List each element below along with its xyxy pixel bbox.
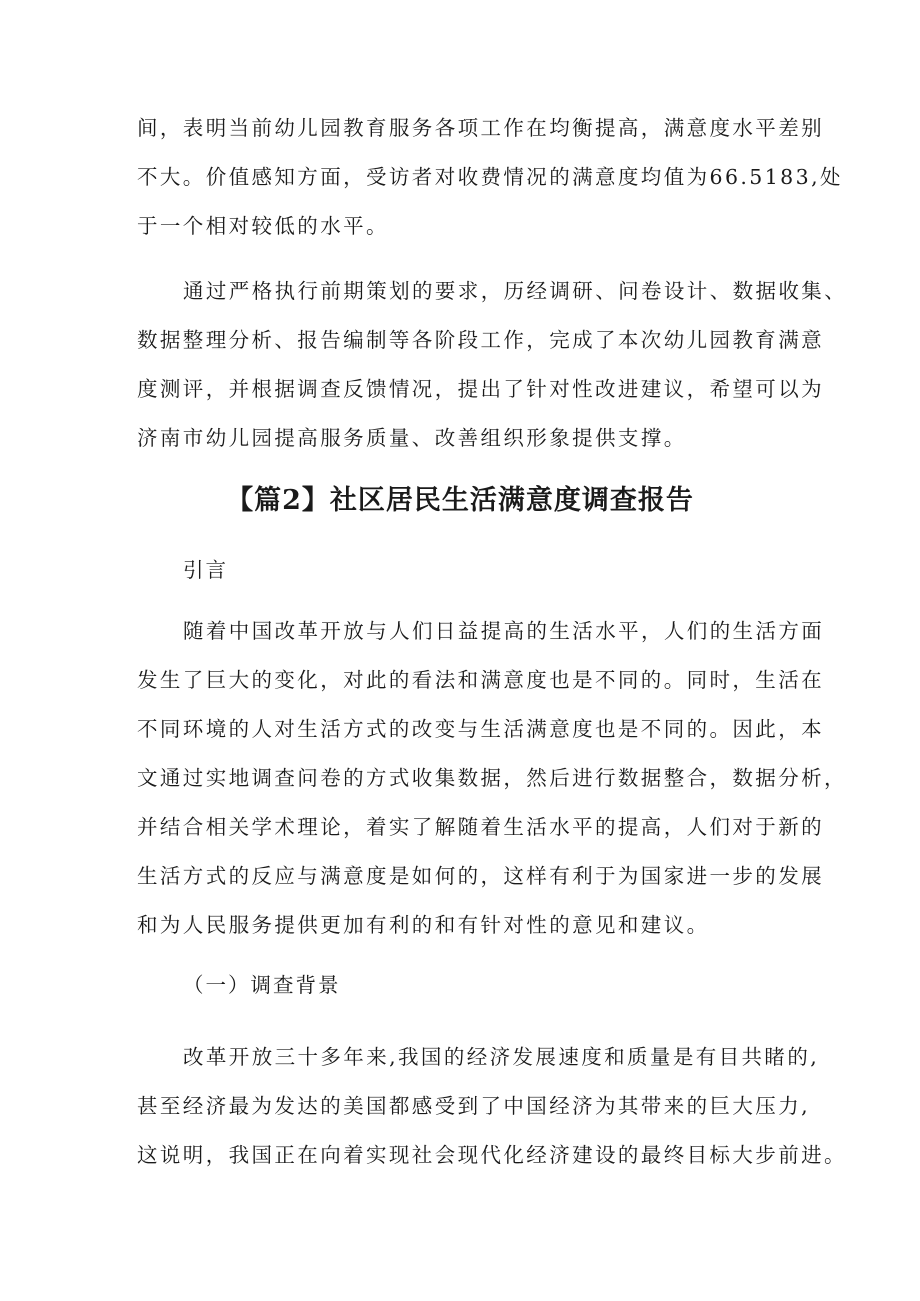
paragraph-3-line-5: 并结合相关学术理论，着实了解随着生活水平的提高，人们对于新的 bbox=[137, 815, 824, 839]
paragraph-1-line-2: 不大。价值感知方面，受访者对收费情况的满意度均值为66.5183,处 bbox=[137, 165, 843, 189]
paragraph-2-line-4: 济南市幼儿园提高服务质量、改善组织形象提供支撑。 bbox=[137, 426, 687, 450]
paragraph-4-line-2: 甚至经济最为发达的美国都感受到了中国经济为其带来的巨大压力, bbox=[137, 1094, 811, 1118]
paragraph-1-line-3: 于一个相对较低的水平。 bbox=[137, 214, 389, 238]
paragraph-4-line-3: 这说明，我国正在向着实现社会现代化经济建设的最终目标大步前进。 bbox=[137, 1143, 847, 1167]
paragraph-2-line-2: 数据整理分析、报告编制等各阶段工作，完成了本次幼儿园教育满意 bbox=[137, 328, 824, 352]
paragraph-3-line-3: 不同环境的人对生活方式的改变与生活满意度也是不同的。因此，本 bbox=[137, 717, 824, 741]
paragraph-2-line-1: 通过严格执行前期策划的要求，历经调研、问卷设计、数据收集、 bbox=[183, 279, 848, 303]
paragraph-3-line-4: 文通过实地调查问卷的方式收集数据，然后进行数据整合，数据分析， bbox=[137, 766, 847, 790]
paragraph-1-line-1: 间，表明当前幼儿园教育服务各项工作在均衡提高，满意度水平差别 bbox=[137, 116, 824, 140]
paragraph-3-line-2: 发生了巨大的变化，对此的看法和满意度也是不同的。同时，生活在 bbox=[137, 668, 824, 692]
paragraph-3-line-1: 随着中国改革开放与人们日益提高的生活水平，人们的生活方面 bbox=[183, 619, 825, 643]
paragraph-2-line-3: 度测评，并根据调查反馈情况，提出了针对性改进建议，希望可以为 bbox=[137, 377, 824, 401]
paragraph-4-line-1: 改革开放三十多年来,我国的经济发展速度和质量是有目共睹的, bbox=[183, 1045, 820, 1069]
intro-heading: 引言 bbox=[183, 558, 228, 582]
paragraph-3-line-7: 和为人民服务提供更加有利的和有针对性的意见和建议。 bbox=[137, 913, 710, 937]
paragraph-3-line-6: 生活方式的反应与满意度是如何的，这样有利于为国家进一步的发展 bbox=[137, 864, 824, 888]
background-heading: （一）调查背景 bbox=[183, 973, 341, 997]
section-title: 【篇2】社区居民生活满意度调查报告 bbox=[226, 485, 694, 516]
